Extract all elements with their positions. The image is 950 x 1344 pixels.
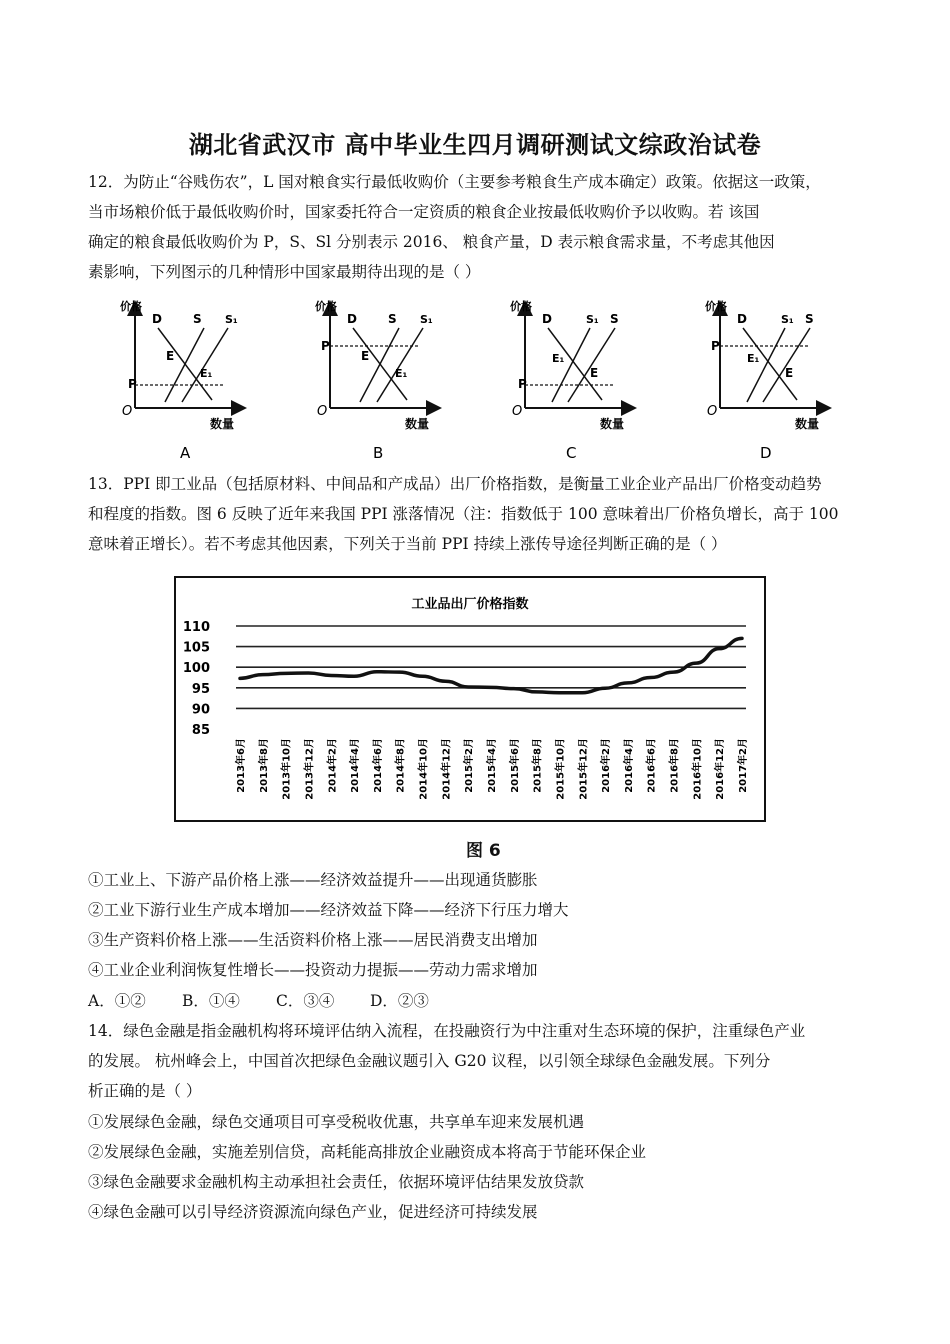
graph-b-xlabel: 数量 [405,417,430,431]
q13-line-3: 意味着正增长）。若不考虑其他因素，下列关于当前 PPI 持续上涨传导途径判断正确的是（ ） [88,535,727,553]
q13-option-1: ①工业上、下游产品价格上涨——经济效益提升——出现通货膨胀 [88,871,538,889]
x-tick-label: 2015年4月 [487,738,498,793]
graph-c [510,299,635,431]
graph-label-a: A [180,444,191,462]
x-tick-label: 2013年12月 [304,738,316,800]
x-tick-label: 2014年4月 [350,738,362,793]
graph-d [705,299,830,431]
y-tick-label: 95 [191,681,210,697]
graph-c-e1: E₁ [552,352,565,365]
y-tick-label: 85 [191,723,210,738]
x-tick-label: 2014年2月 [327,738,339,793]
x-tick-label: 2016年12月 [715,738,727,800]
graph-c-xlabel: 数量 [600,417,625,431]
graph-c-s1: S₁ [586,313,599,326]
graph-a-e1: E₁ [200,367,213,380]
y-tick-label: 90 [191,702,210,718]
graph-b-s1: S₁ [420,313,433,326]
x-tick-label: 2014年6月 [372,738,384,793]
x-tick-label: 2015年6月 [509,738,521,793]
x-tick-label: 2016年10月 [692,738,704,800]
graph-d-s: S [805,312,814,326]
q12-line-1: 12．为防止“谷贱伤农”，L 国对粮食实行最低收购价（主要参考粮食生产成本确定）政策。依据这一政策， [88,173,821,191]
x-tick-label: 2013年8月 [258,738,270,793]
graph-b-p: P [321,339,330,353]
graph-c-s: S [610,312,619,326]
q14-line-3: 析正确的是（ ） [88,1082,202,1100]
q13-option-2: ②工业下游行业生产成本增加——经济效益下降——经济下行压力增大 [88,901,569,919]
q13-answer-d: D．②③ [370,992,429,1010]
graph-d-xlabel: 数量 [795,417,820,431]
x-tick-label: 2017年2月 [738,738,749,793]
graph-d-e1: E₁ [747,352,760,365]
graph-a-xlabel: 数量 [210,417,235,431]
x-tick-label: 2013年10月 [281,738,293,800]
graph-a-d: D [152,312,162,326]
graph-a-ylabel: 价格 [120,300,142,313]
page-title: 湖北省武汉市 高中毕业生四月调研测试文综政治试卷 [188,131,762,159]
graph-c-origin: O [512,404,523,419]
q14-line-1: 14．绿色金融是指金融机构将环境评估纳入流程，在投融资行为中注重对生态环境的保护，注重绿色产业 [88,1022,806,1040]
x-tick-label: 2016年2月 [601,738,613,793]
q13-option-3: ③生产资料价格上涨——生活资料价格上涨——居民消费支出增加 [88,931,538,949]
graph-b-e: E [361,349,370,363]
q13-answer-b: B．①④ [182,992,240,1010]
graph-d-ylabel: 价格 [705,300,727,313]
graph-a-s: S [193,312,202,326]
x-tick-label: 2015年12月 [578,738,590,800]
q13-answer-c: C．③④ [276,992,335,1010]
q13-answer-a: A．①② [88,992,146,1010]
q12-line-3: 确定的粮食最低收购价为 P，S、Sl 分别表示 2016、 粮食产量，D 表示粮食需求量，不考虑其他因 [88,233,775,251]
graph-d-origin: O [707,404,718,419]
graph-d-e: E [785,366,794,380]
figure-caption: 图 6 [466,841,501,861]
y-tick-label: 100 [182,661,210,677]
x-tick-label: 2015年8月 [532,738,544,793]
graph-label-d: D [760,444,772,462]
q13-line-2: 和程度的指数。图 6 反映了近年来我国 PPI 涨落情况（注：指数低于 100 意味着出厂价格负增长，高于 100 [88,505,839,523]
q14-line-2: 的发展。 杭州峰会上，中国首次把绿色金融议题引入 G20 议程，以引领全球绿色金融发展。下列分 [88,1052,771,1070]
graph-a-origin: O [122,404,133,419]
q14-option-2: ②发展绿色金融，实施差别信贷，高耗能高排放企业融资成本将高于节能环保企业 [88,1143,647,1161]
graph-b-ylabel: 价格 [315,300,337,313]
x-tick-label: 2016年8月 [669,738,681,793]
q14-option-4: ④绿色金融可以引导经济资源流向绿色产业，促进经济可持续发展 [88,1203,538,1221]
graph-c-d: D [542,312,552,326]
y-tick-label: 110 [182,620,210,635]
graph-a-e: E [166,349,175,363]
graph-b-e1: E₁ [395,367,408,380]
graph-label-c: C [566,444,577,462]
chart-title: 工业品出厂价格指数 [411,597,529,612]
graph-c-e: E [590,366,599,380]
q12-line-4: 素影响，下列图示的几种情形中国家最期待出现的是（ ） [88,263,481,281]
q14-option-1: ①发展绿色金融，绿色交通项目可享受税收优惠，共享单车迎来发展机遇 [88,1113,585,1131]
x-tick-label: 2013年6月 [236,738,247,793]
ppi-chart [174,576,766,822]
x-tick-label: 2014年10月 [418,738,430,800]
q12-graphs [100,290,860,470]
graph-d-s1: S₁ [781,313,794,326]
graph-a-p: P [128,377,137,391]
graph-d-d: D [737,312,747,326]
graph-b-s: S [388,312,397,326]
graph-c-ylabel: 价格 [510,300,532,313]
graph-d-p: P [711,339,720,353]
x-tick-label: 2014年12月 [441,738,453,800]
q12-line-2: 当市场粮价低于最低收购价时，国家委托符合一定资质的粮食企业按最低收购价予以收购。若 该国 [88,203,760,221]
graph-b-d: D [347,312,357,326]
x-tick-label: 2016年6月 [646,738,658,793]
graph-label-b: B [373,444,384,462]
graph-a-s1: S₁ [225,313,238,326]
graph-c-p: P [518,377,527,391]
q13-option-4: ④工业企业利润恢复性增长——投资动力提振——劳动力需求增加 [88,961,538,979]
graph-b-origin: O [317,404,328,419]
x-tick-label: 2016年4月 [623,738,635,793]
x-tick-label: 2015年2月 [464,738,476,793]
x-tick-label: 2015年10月 [555,738,567,800]
q13-line-1: 13．PPI 即工业品（包括原材料、中间品和产成品）出厂价格指数，是衡量工业企业产品出厂价格变动趋势 [88,475,822,493]
graph-b [315,299,440,431]
x-tick-label: 2014年8月 [395,738,407,793]
y-tick-label: 105 [182,640,210,656]
q14-option-3: ③绿色金融要求金融机构主动承担社会责任，依据环境评估结果发放贷款 [88,1173,585,1191]
graph-a [120,299,245,431]
